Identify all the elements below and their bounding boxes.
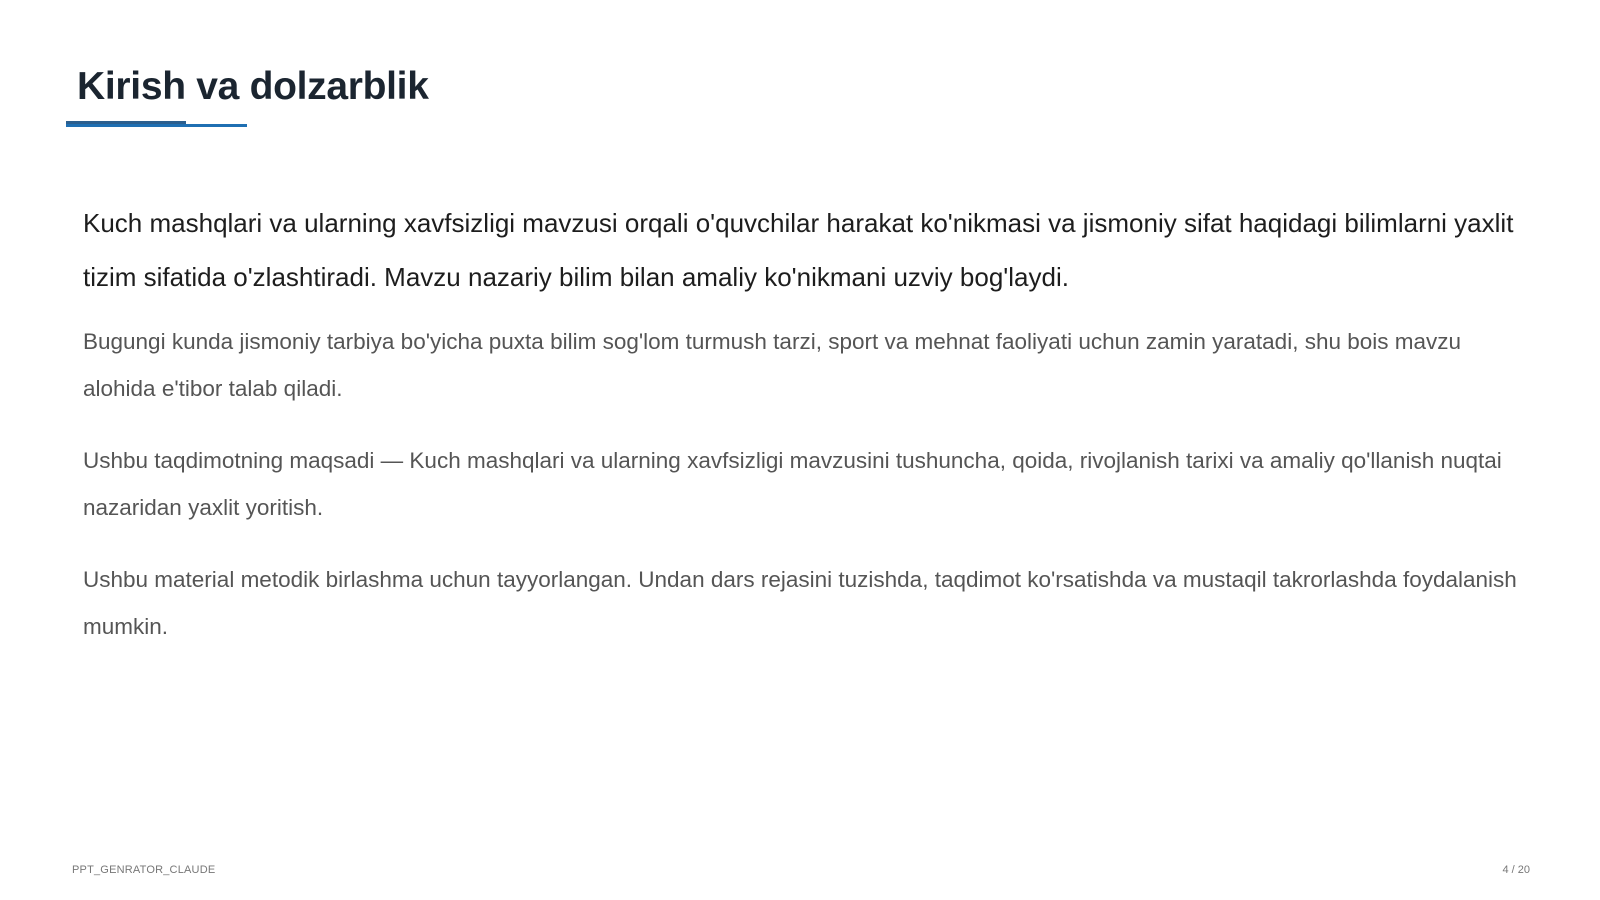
body-paragraph-3: Ushbu material metodik birlashma uchun tayyorlangan. Undan dars rejasini tuzishda, taqdimot ko'rsatishda va mustaqil takrorlashda foydalanish mumkin. [83, 567, 1517, 639]
title-underline-bar-dark [66, 121, 186, 124]
title-underline [66, 121, 247, 128]
footer-source: PPT_GENRATOR_CLAUDE [72, 864, 216, 876]
page-number: 4 / 20 [1502, 864, 1530, 876]
lead-paragraph: Kuch mashqlari va ularning xavfsizligi mavzusi orqali o'quvchilar harakat ko'nikmasi va jismoniy sifat haqidagi bilimlarni yaxlit tizim sifatida o'zlashtiradi. Mavzu nazariy bilim bilan amaliy ko'nikmani uzviy bog'laydi. [83, 208, 1514, 292]
body-paragraph-1: Bugungi kunda jismoniy tarbiya bo'yicha puxta bilim sog'lom turmush tarzi, sport va mehnat faoliyati uchun zamin yaratadi, shu bois mavzu alohida e'tibor talab qiladi. [83, 329, 1462, 401]
slide-title: Kirish va dolzarblik [77, 65, 429, 108]
body-paragraph-2: Ushbu taqdimotning maqsadi — Kuch mashqlari va ularning xavfsizligi mavzusini tushuncha, qoida, rivojlanish tarixi va amaliy qo'llanish nuqtai nazaridan yaxlit yoritish. [83, 448, 1502, 520]
slide-content [83, 196, 1523, 675]
title-underline-bar [66, 124, 247, 127]
